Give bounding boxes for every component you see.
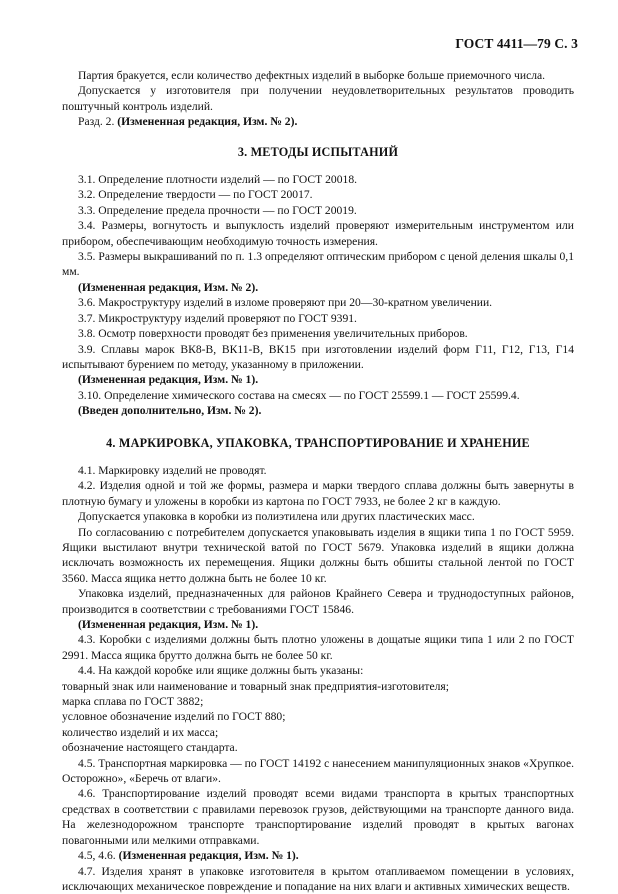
paragraph [62,694,574,709]
paragraph-text: 3.1. Определение плотности изделий — по ГОСТ 20018. [78,173,358,187]
edition-note [62,372,574,387]
paragraph-text: 3.9. Сплавы марок ВК8-В, ВК11-В, ВК15 при изготовлении изделий форм Г11, Г12, Г13, Г14 испытывают бурением по методу, указанному в приложении. [62,342,574,371]
paragraph [62,172,574,187]
paragraph-text: (Измененная редакция, Изм. № 1). [78,373,259,387]
paragraph-text: 3.10. Определение химического состава на смесях — по ГОСТ 25599.1 — ГОСТ 25599.4. [78,388,520,402]
paragraph [62,388,574,403]
paragraph-text: (Измененная редакция, Изм. № 2). [78,280,259,294]
paragraph [62,114,574,129]
paragraph-text: 3.7. Микроструктуру изделий проверяют по ГОСТ 9391. [78,311,357,325]
paragraph-text: 4.6. Транспортирование изделий проводят всеми видами транспорта в крытых транспортных средствах в соответствии с правилами перевозок грузов, действующими на транспорте данного вида. На железнодорожном транспорте транспортирование изделий проводят в крытых вагонах повагонными или мелкими отправками. [62,787,574,847]
paragraph-text: количество изделий и их масса; [62,725,219,739]
paragraph [62,218,574,249]
document-body [62,68,574,894]
paragraph [62,295,574,310]
paragraph-text: обозначение настоящего стандарта. [62,741,238,755]
paragraph [62,509,574,524]
paragraph [62,586,574,617]
paragraph-text: 4.5. Транспортная маркировка — по ГОСТ 14192 с нанесением манипуляционных знаков «Хрупкое. Осторожно», «Беречь от влаги». [62,756,574,786]
paragraph [62,249,574,280]
edition-note: (Измененная редакция, Изм. № 2). [117,115,298,129]
paragraph [62,679,574,694]
paragraph-text: (Введен дополнительно, Изм. № 2). [78,404,262,418]
paragraph [62,203,574,218]
section-heading: 4. МАРКИРОВКА, УПАКОВКА, ТРАНСПОРТИРОВАНИЕ И ХРАНЕНИЕ [106,435,530,450]
paragraph-text: 4.3. Коробки с изделиями должны быть плотно уложены в дощатые ящики типа 1 или 2 по ГОСТ 2991. Масса ящика брутто должна быть не более 50 кг. [62,633,574,662]
paragraph [62,68,574,83]
paragraph [62,342,574,373]
paragraph [62,709,574,724]
paragraph-text: 3.3. Определение предела прочности — по ГОСТ 20019. [78,203,357,217]
paragraph-text: (Измененная редакция, Изм. № 1). [78,618,259,631]
paragraph [62,864,574,894]
page-header: ГОСТ 4411—79 С. 3 [455,36,578,51]
paragraph [62,463,574,478]
edition-note [62,403,574,418]
paragraph-text: Допускается упаковка в коробки из полиэтилена или других пластических масс. [78,510,475,524]
edition-note: (Измененная редакция, Изм. № 1). [118,849,299,863]
paragraph [62,756,574,787]
edition-note [62,617,574,632]
paragraph-text: 4.2. Изделия одной и той же формы, размера и марки твердого сплава должны быть завернуты в плотную бумагу и уложены в коробки из картона по ГОСТ 7933, не более 2 кг в каждую. [62,479,574,508]
paragraph [62,786,574,848]
paragraph [62,311,574,326]
paragraph [62,187,574,202]
paragraph-text: 4.7. Изделия хранят в упаковке изготовителя в крытом отапливаемом помещении в условиях, исключающих механическое повреждение и попадание на них влаги и активных химических веществ. [62,864,574,893]
paragraph-text: 3.4. Размеры, вогнутость и выпуклость изделий проверяют измерительным инструментом или прибором, обеспечивающим необходимую точность измерения. [62,219,574,248]
paragraph-text: условное обозначение изделий по ГОСТ 880; [62,710,286,724]
paragraph-text: товарный знак или наименование и товарный знак предприятия-изготовителя; [62,679,449,693]
paragraph-text: По согласованию с потребителем допускается упаковывать изделия в ящики типа 1 по ГОСТ 5959. Ящики выстилают внутри технической ватой по ГОСТ 5679. Упаковка изделий в ящики должна исключать возможность их перемещения. Ящики должны быть обшиты стальной лентой по ГОСТ 3560. Масса ящика нетто должна быть не более 10 кг. [62,525,574,585]
paragraph [62,326,574,341]
section-heading: 3. МЕТОДЫ ИСПЫТАНИЙ [237,144,399,159]
paragraph-text: 3.6. Макроструктуру изделий в изломе проверяют при 20—30-кратном увеличении. [78,296,493,310]
paragraph [62,740,574,755]
paragraph [62,848,574,863]
paragraph [62,663,574,678]
edition-note [62,280,574,295]
paragraph [62,83,574,114]
paragraph-text: 4.5, 4.6. [78,849,119,863]
paragraph [62,478,574,509]
paragraph-text: 4.4. На каждой коробке или ящике должны быть указаны: [78,664,364,678]
paragraph [62,525,574,587]
paragraph-text: 4.1. Маркировку изделий не проводят. [78,463,267,477]
paragraph [62,632,574,663]
paragraph-text: 3.8. Осмотр поверхности проводят без применения увеличительных приборов. [78,327,468,341]
paragraph-text: Допускается у изготовителя при получении неудовлетворительных результатов проводить поштучный контроль изделий. [62,84,574,113]
paragraph-text: Упаковка изделий, предназначенных для районов Крайнего Севера и труднодоступных районов, производится в соответствии с требованиями ГОСТ 15846. [62,587,574,616]
paragraph-text: марка сплава по ГОСТ 3882; [62,695,204,709]
paragraph-text: Разд. 2. [78,115,118,129]
paragraph-text: 3.2. Определение твердости — по ГОСТ 20017. [78,188,313,202]
paragraph-text: Партия бракуется, если количество дефектных изделий в выборке больше приемочного числа. [78,69,546,82]
paragraph-text: 3.5. Размеры выкрашиваний по п. 1.3 определяют оптическим прибором с ценой деления шкалы 0,1 мм. [62,250,574,279]
paragraph [62,725,574,740]
